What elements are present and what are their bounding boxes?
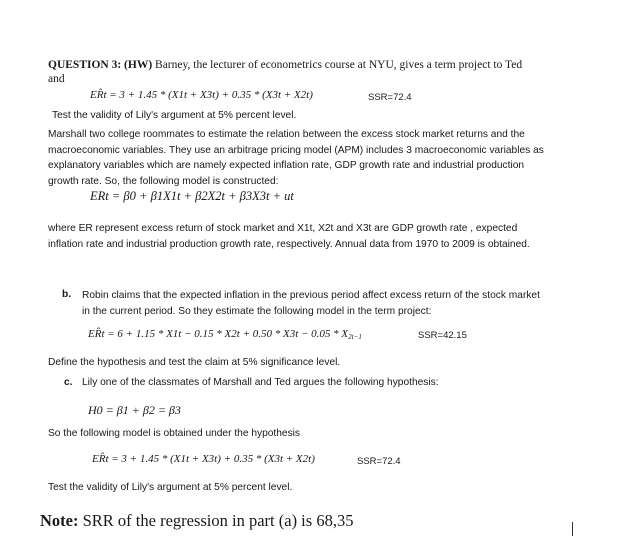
top-ssr: SSR=72.4: [368, 92, 412, 103]
part-b-ssr: SSR=42.15: [418, 330, 467, 341]
top-instruction: Test the validity of Lily's argument at 5% percent level.: [52, 110, 297, 121]
main-paragraph: Marshall two college roommates to estimate the relation between the excess stock market returns and the macroeconomic variables. They use an arbitrage pricing model (APM) includes 3 macroeconomic variables as explanatory variables which are namely expected inflation rate, GDP growth rate and industrial production growth rate. So, the following model is constructed:: [48, 129, 544, 187]
question-heading: [48, 58, 528, 86]
part-c-label: c.: [64, 377, 73, 388]
part-b-text: Robin claims that the expected inflation in the previous period affect excess return of the stock market in the current period. So they estimate the following model in the term project:: [82, 290, 540, 317]
question-intro: Barney, the lecturer of econometrics course at NYU, gives a term project to Ted and: [48, 59, 523, 85]
part-c-equation: ER̂t = 3 + 1.45 * (X1t + X3t) + 0.35 * (X3t + X2t): [92, 453, 315, 465]
part-b-lag-subscript: 2t−1: [348, 333, 362, 341]
top-equation: ER̂t = 3 + 1.45 * (X1t + X3t) + 0.35 * (X3t + X2t): [90, 89, 313, 101]
model-equation: ERt = β0 + β1X1t + β2X2t + β3X3t + ut: [90, 189, 294, 203]
part-b-equation: [88, 328, 362, 341]
note-label: Note:: [40, 511, 79, 530]
text-cursor: [572, 522, 573, 536]
part-c-hypothesis: H0 = β1 + β2 = β3: [88, 403, 181, 417]
part-b-label: b.: [62, 289, 72, 300]
part-b-equation-text: ER̂t = 6 + 1.15 * X1t − 0.15 * X2t + 0.50 * X3t − 0.05 * X: [88, 328, 349, 340]
question-number: QUESTION 3: (HW): [48, 59, 153, 71]
part-c-lead: So the following model is obtained under the hypothesis: [48, 428, 301, 439]
part-c-text: Lily one of the classmates of Marshall and Ted argues the following hypothesis:: [82, 377, 439, 388]
part-c-instruction: Test the validity of Lily's argument at 5% percent level.: [48, 482, 293, 493]
where-paragraph: where ER represent excess return of stock market and X1t, X2t and X3t are GDP growth rate , expected inflation rate and industrial production growth rate, respectively. Annual data from 1970 to 2009 is obtained.: [48, 223, 530, 250]
part-c-ssr: SSR=72.4: [357, 456, 401, 467]
note: [40, 511, 353, 531]
note-text: SRR of the regression in part (a) is 68,35: [78, 511, 354, 530]
part-b-instruction: Define the hypothesis and test the claim at 5% significance level.: [48, 357, 341, 368]
